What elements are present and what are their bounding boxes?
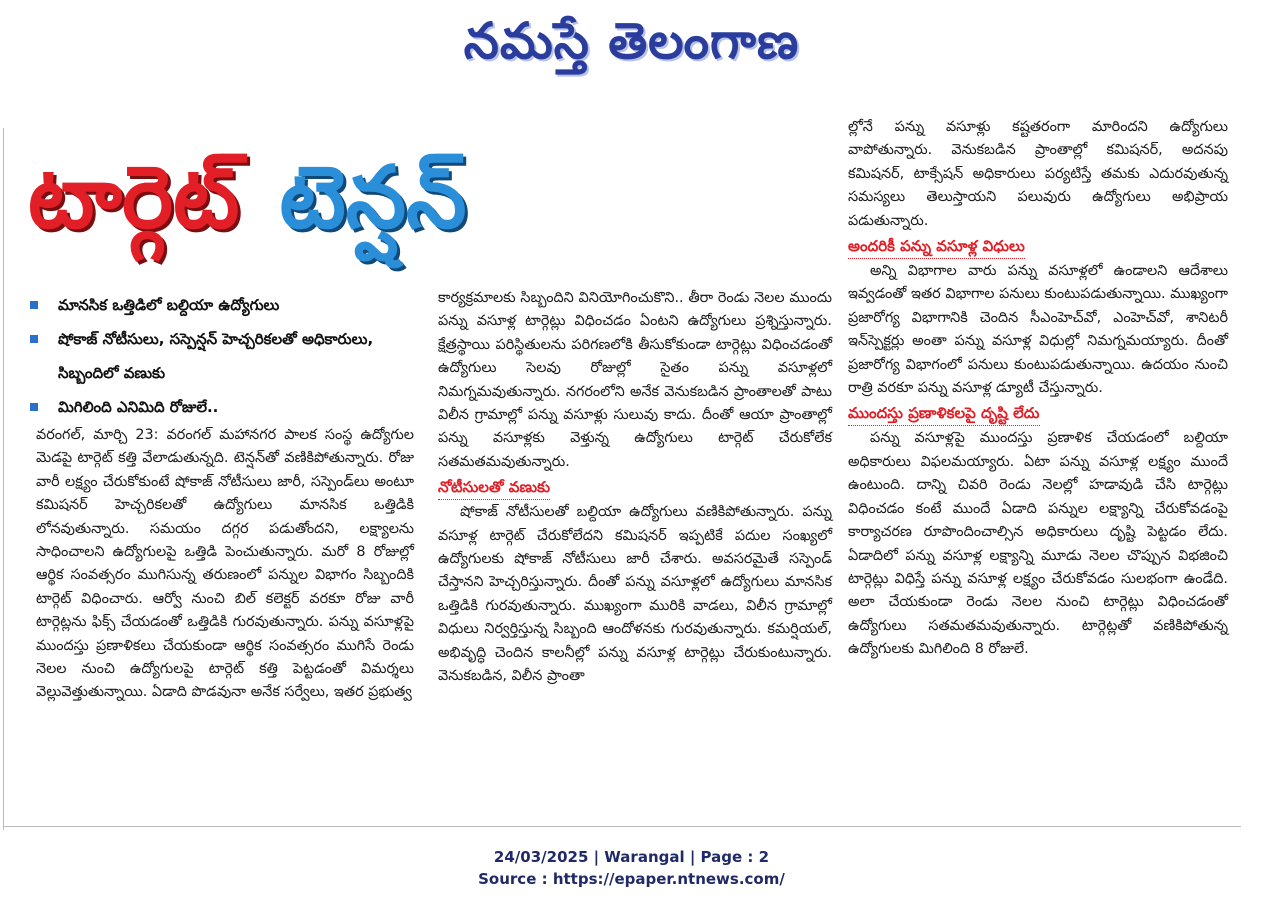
- masthead-logo: నమస్తే తెలంగాణ: [463, 11, 800, 70]
- paragraph: వరంగల్, మార్చి 23: వరంగల్ మహానగర పాలక సంస్థ ఉద్యోగుల మెడపై టార్గెట్ కత్తి వేలాడుతున్నది. టెన్షన్‌తో వణికిపోతున్నారు. రోజు వారీ లక్ష్యం చేరుకోకుంటే షోకాజ్ నోటీసులు జారీ, సస్పెండ్‌లు అంటూ కమిషనర్ హెచ్చరికలతో ఉద్యోగులు మానసిక ఒత్తిడికి లోనవుతున్నారు. సమయం దగ్గర పడుతోందని, లక్ష్యాలను సాధించాలని ఉద్యోగులపై ఒత్తిడి పెంచుతున్నారు. మరో 8 రోజుల్లో ఆర్థిక సంవత్సరం ముగిసున్న తరుణంలో పన్నుల విభాగం సిబ్బందికి టార్గెట్ విధించారు. ఆర్వో నుంచి బిల్ కలెక్టర్ వరకూ రోజు వారీ టార్గెట్లను ఫిక్స్ చేయడంతో ఒత్తిడికి గురవుతున్నారు. పన్ను వసూళ్లపై ముందస్తు ప్రణాళికలు చేయకుండా ఆర్థిక సంవత్సరం ముగిసే రెండు నెలల నుంచి ఉద్యోగులపై టార్గెట్ కత్తి పెట్టడంతో విమర్శలు వెల్లువెత్తుతున్నాయి. ఏడాది పొడవునా అనేక సర్వేలు, ఇతర ప్రభుత్వ: [36, 427, 414, 701]
- page-border-bottom: [3, 826, 1241, 827]
- bullet-text: మానసిక ఒత్తిడిలో బల్దియా ఉద్యోగులు: [58, 296, 280, 314]
- page-footer: [0, 846, 1263, 890]
- paragraph: పన్ను వసూళ్లపై ముందస్తు ప్రణాళిక చేయడంలో బల్దియా అధికారులు విఫలమయ్యారు. ఏటా పన్ను వసూళ్ల లక్ష్యం ముందే ఉంటుంది. దాన్ని చివరి రెండు నెలల్లో హడావుడి చేసి టార్గెట్లు విధించడం కంటే ముందే ఏడాది పన్నుల లక్ష్యాన్ని చేరుకోవడంపై కార్యాచరణ రూపొందించాల్సిన అధికారులు దృష్టి పెట్టడం లేదు. ఏడాదిలో పన్ను వసూళ్ల లక్ష్యాన్ని మూడు నెలల చొప్పున విభజించి టార్గెట్లు విధిస్తే పన్ను వసూళ్ల లక్ష్యం చేరుకోవడం సులభంగా ఉండేది. అలా చేయకుండా రెండు నెలల నుంచి టార్గెట్లు విధించడంతో ఉద్యోగులు సతమతమవుతున్నారు. టార్గెట్లతో వణికిపోతున్న ఉద్యోగులకు మిగిలింది 8 రోజులే.: [848, 430, 1228, 658]
- bullet-item: [28, 322, 426, 390]
- headline: [28, 118, 828, 278]
- headline-word-tension: టెన్షన్: [279, 148, 467, 248]
- summary-bullets: [28, 288, 426, 424]
- paragraph: కార్యక్రమాలకు సిబ్బందిని వినియోగించుకొని.. తీరా రెండు నెలల ముందు పన్ను వసూళ్ల టార్గెట్లు విధించడం ఏంటని ఉద్యోగులు ప్రశ్నిస్తున్నారు. క్షేత్రస్థాయి పరిస్థితులను పరిగణలోకి తీసుకోకుండా టార్గెట్లు విధించడంతో ఉద్యోగులు సెలవు రోజుల్లో సైతం పన్ను వసూళ్లలో నిమగ్నమవుతున్నారు. నగరంలోని అనేక వెనుకబడిన ప్రాంతాలతో పాటు విలీన గ్రామాల్లో పన్ను వసూళ్లు సులువు కాదు. దీంతో ఆయా ప్రాంతాల్లో పన్ను వసూళ్లకు వెళ్తున్న ఉద్యోగులు టార్గెట్ చేరుకోలేక సతమతమవుతున్నారు.: [438, 290, 832, 470]
- paragraph: అన్ని విభాగాల వారు పన్ను వసూళ్లలో ఉండాలని ఆదేశాలు ఇవ్వడంతో ఇతర విభాగాల పనులు కుంటుపడుతున్నాయి. ముఖ్యంగా ప్రజారోగ్య విభాగానికి చెందిన సీఎంహెచ్‌వో, ఎంహెచ్‌వో, శానిటరీ ఇన్‌స్పెక్టర్లు అంతా పన్ను వసూళ్ల విధుల్లో నిమగ్నమయ్యారు. దీంతో ప్రజారోగ్య విభాగంలో పనులు కుంటుపడుతున్నాయి. ఉదయం నుంచి రాత్రి వరకూ పన్ను వసూళ్ల డ్యూటీ చేస్తున్నారు.: [848, 263, 1228, 397]
- page-border-left: [3, 128, 4, 830]
- article-column-3: [848, 116, 1228, 662]
- paragraph: ల్లోనే పన్ను వసూళ్లు కష్టతరంగా మారిందని ఉద్యోగులు వాపోతున్నారు. వెనుకబడిన ప్రాంతాల్లో కమిషనర్, అదనపు కమిషనర్, టాక్సేషన్ అధికారులు పర్యటిస్తే తమకు ఎదురవుతున్న సమస్యలు తెలుస్తాయని పలువురు ఉద్యోగులు అభిప్రాయ పడుతున్నారు.: [848, 119, 1228, 229]
- bullet-square-icon: [30, 301, 38, 309]
- bullet-item: [28, 390, 426, 424]
- subheading: అందరికీ పన్ను వసూళ్ల విధులు: [848, 234, 1025, 259]
- bullet-text: మిగిలింది ఎనిమిది రోజులే..: [58, 398, 219, 416]
- article-column-1: [36, 424, 414, 705]
- article-column-2: [438, 287, 832, 689]
- headline-word-target: టార్గెట్: [28, 148, 240, 248]
- source-link[interactable]: Source : https://epaper.ntnews.com/: [478, 870, 785, 888]
- bullet-square-icon: [30, 335, 38, 343]
- edition-info: 24/03/2025 | Warangal | Page : 2: [493, 848, 770, 866]
- subheading: నోటీసులతో వణుకు: [438, 475, 550, 500]
- paragraph: షోకాజ్ నోటీసులతో బల్దియా ఉద్యోగులు వణికిపోతున్నారు. పన్ను వసూళ్ల టార్గెట్ చేరుకోలేదని కమిషనర్ ఇప్పటికే పదుల సంఖ్యలో ఉద్యోగులకు షోకాజ్ నోటీసులు జారీ చేశారు. అవసరమైతే సస్పెండ్ చేస్తానని హెచ్చరిస్తున్నారు. దీంతో పన్ను వసూళ్లలో ఉద్యోగులు మానసిక ఒత్తిడికి గురవుతున్నారు. ముఖ్యంగా మురికి వాడలు, విలీన గ్రామాల్లో విధులు నిర్వర్తిస్తున్న సిబ్బంది ఆందోళనకు గురవుతున్నారు. కమర్షియల్, అభివృద్ధి చెందిన కాలనీల్లో పన్ను వసూళ్ల టార్గెట్లు చేరుకుంటున్నారు. వెనుకబడిన, విలీన ప్రాంతా: [438, 504, 832, 685]
- bullet-item: [28, 288, 426, 322]
- bullet-text: షోకాజ్ నోటీసులు, సస్పెన్షన్ హెచ్చరికలతో అధికారులు, సిబ్బందిలో వణుకు: [58, 330, 374, 382]
- bullet-square-icon: [30, 403, 38, 411]
- subheading: ముందస్తు ప్రణాళికలపై దృష్టి లేదు: [848, 401, 1040, 426]
